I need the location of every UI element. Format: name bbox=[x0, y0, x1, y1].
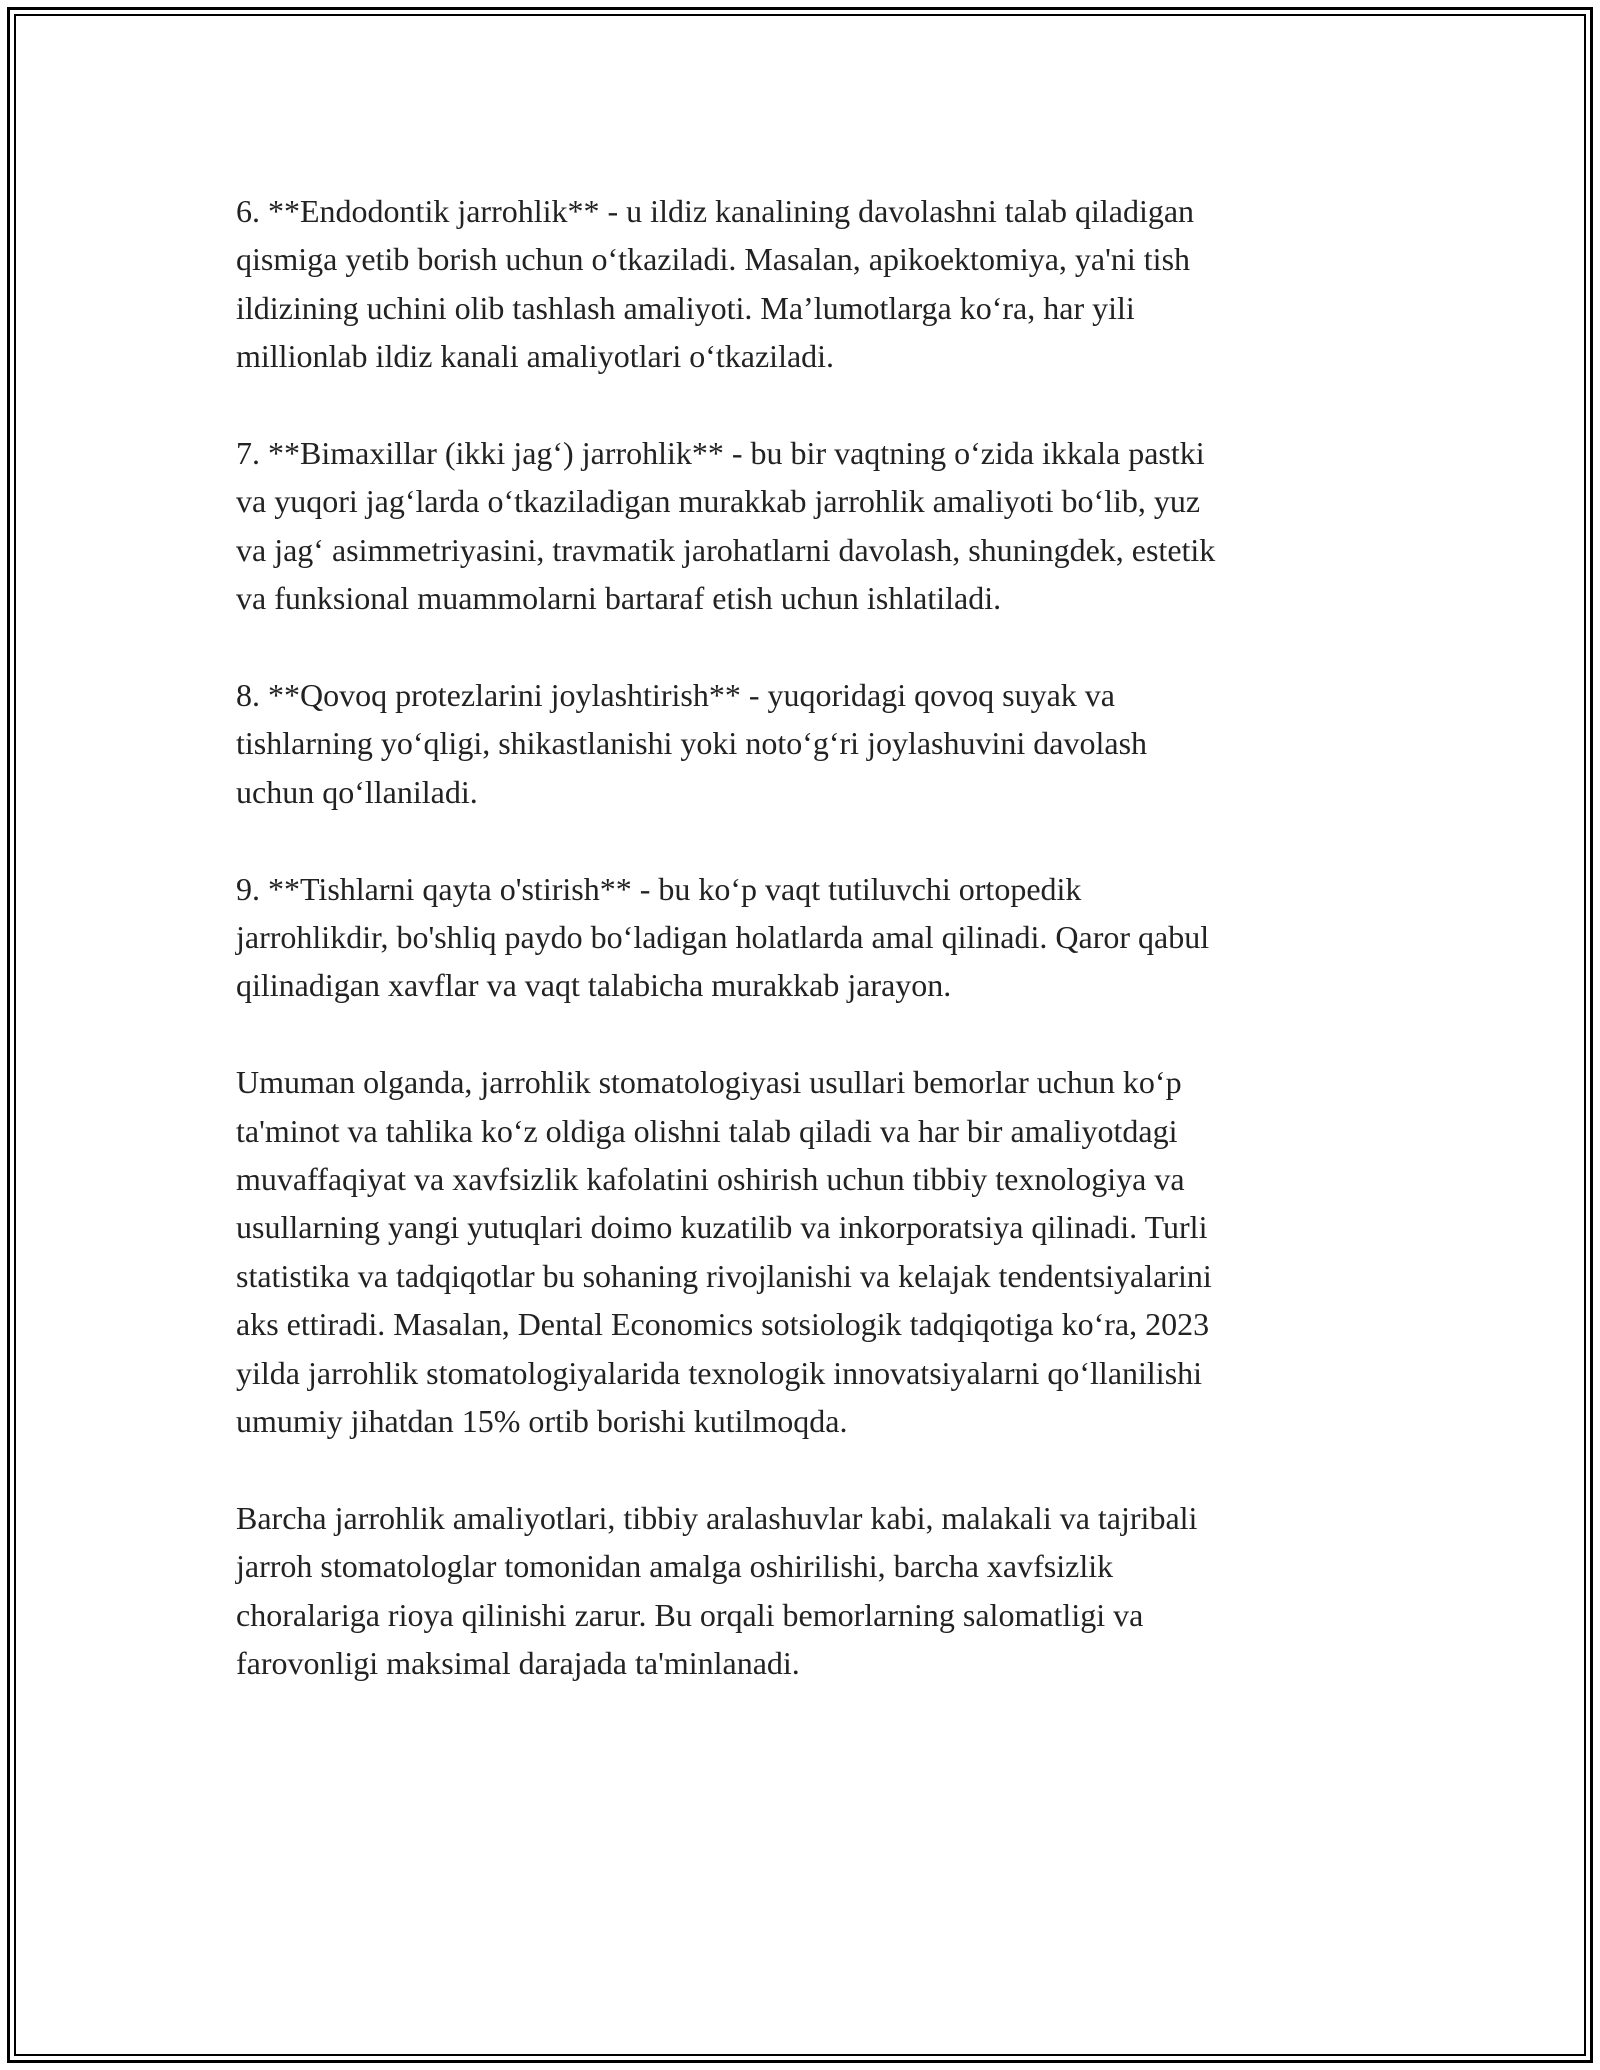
paragraph-tishlarni-qayta-ostirish: 9. **Tishlarni qayta o'stirish** - bu ko‘p vaqt tutiluvchi ortopedik jarrohlikdir, bo'shliq paydo bo‘ladigan holatlarda amal qilinadi. Qaror qabul qilinadigan xavflar va vaqt talabicha murakkab jarayon. bbox=[236, 870, 1210, 1004]
paragraph-endodontik-jarrohlik: 6. **Endodontik jarrohlik** - u ildiz kanalining davolashni talab qiladigan qismiga yetib borish uchun o‘tkaziladi. Masalan, apikoektomiya, ya'ni tish ildizining uchini olib tashlash amaliyoti. Ma’lumotlarga ko‘ra, har yili millionlab ildiz kanali amaliyotlari o‘tkaziladi. bbox=[236, 193, 1195, 375]
paragraph-bimaxillar-jarrohlik: 7. **Bimaxillar (ikki jag‘) jarrohlik** - bu bir vaqtning o‘zida ikkala pastki va yuqori jag‘larda o‘tkaziladigan murakkab jarrohlik amaliyoti bo‘lib, yuz va jag‘ asimmetriyasini, travmatik jarohatlarni davolash, shuningdek, estetik va funksional muammolarni bartaraf etish uchun ishlatiladi. bbox=[236, 435, 1216, 617]
paragraph-barcha-jarrohlik: Barcha jarrohlik amaliyotlari, tibbiy aralashuvlar kabi, malakali va tajribali jarroh stomatologlar tomonidan amalga oshirilishi, barcha xavfsizlik choralariga rioya qilinishi zarur. Bu orqali bemorlarning salomatligi va farovonligi maksimal darajada ta'minlanadi. bbox=[236, 1499, 1198, 1682]
document-body bbox=[236, 187, 1376, 1688]
paragraph-qovoq-protezlari: 8. **Qovoq protezlarini joylashtirish** - yuqoridagi qovoq suyak va tishlarning yo‘qligi, shikastlanishi yoki noto‘g‘ri joylashuvini davolash uchun qo‘llaniladi. bbox=[236, 677, 1148, 810]
paragraph-umuman-olganda: Umuman olganda, jarrohlik stomatologiyasi usullari bemorlar uchun ko‘p ta'minot va tahlika ko‘z oldiga olishni talab qiladi va har bir amaliyotdagi muvaffaqiyat va xavfsizlik kafolatini oshirish uchun tibbiy texnologiya va usullarning yangi yutuqlari doimo kuzatilib va inkorporatsiya qilinadi. Turli statistika va tadqiqotlar bu sohaning rivojlanishi va kelajak tendentsiyalarini aks ettiradi. Masalan, Dental Economics sotsiologik tadqiqotiga ko‘ra, 2023 yilda jarrohlik stomatologiyalarida texnologik innovatsiyalarni qo‘llanilishi umumiy jihatdan 15% ortib borishi kutilmoqda. bbox=[236, 1064, 1212, 1440]
